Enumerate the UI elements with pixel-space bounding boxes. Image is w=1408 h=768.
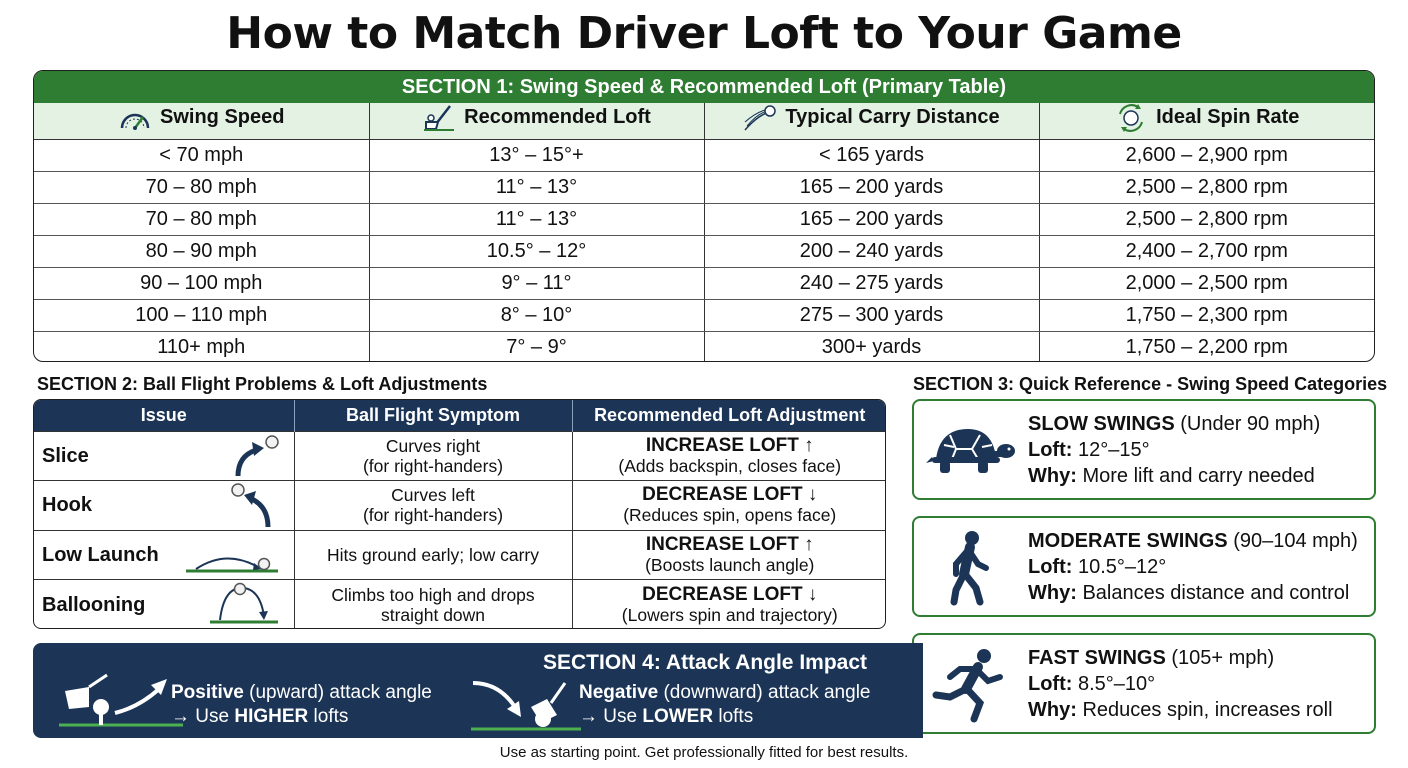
cell-carry: 165 – 200 yards — [704, 203, 1039, 235]
positive-attack-angle-icon — [59, 673, 183, 731]
section1-title: SECTION 1: Swing Speed & Recommended Loft (Primary Table) — [34, 71, 1374, 103]
cell-carry: 240 – 275 yards — [704, 267, 1039, 299]
slow-swings-card — [912, 399, 1376, 500]
table-row — [34, 299, 1374, 331]
adjustment-cell: INCREASE LOFT ↑ (Adds backspin, closes face) — [572, 431, 886, 481]
positive-attack-angle-text: Positive (upward) attack angle → Use HIGHER lofts — [171, 682, 432, 727]
table-row — [34, 267, 1374, 299]
section2-panel — [33, 399, 886, 629]
ballooning-icon — [206, 582, 282, 628]
walking-person-icon — [926, 530, 1016, 606]
section2-title: SECTION 2: Ball Flight Problems & Loft Adjustments — [37, 374, 488, 394]
swing-speed-table — [34, 103, 1374, 362]
table-row — [34, 431, 886, 481]
cell-loft: 13° – 15°+ — [369, 139, 704, 171]
cell-loft: 10.5° – 12° — [369, 235, 704, 267]
cell-loft: 11° – 13° — [369, 203, 704, 235]
footer-note: Use as starting point. Get professionally fitted for best results. — [499, 744, 909, 761]
symptom-cell: Curves right (for right-handers) — [294, 431, 572, 481]
cell-swing-speed: < 70 mph — [34, 139, 369, 171]
cell-loft: 8° – 10° — [369, 299, 704, 331]
table-row — [34, 171, 1374, 203]
turtle-icon — [926, 413, 1016, 489]
cell-swing-speed: 90 – 100 mph — [34, 267, 369, 299]
table-row — [34, 530, 886, 580]
cell-carry: 300+ yards — [704, 331, 1039, 362]
cell-loft: 11° – 13° — [369, 171, 704, 203]
cell-swing-speed: 80 – 90 mph — [34, 235, 369, 267]
cell-carry: 200 – 240 yards — [704, 235, 1039, 267]
cell-spin: 2,000 – 2,500 rpm — [1039, 267, 1374, 299]
cell-loft: 9° – 11° — [369, 267, 704, 299]
page-title: How to Match Driver Loft to Your Game — [226, 8, 1182, 59]
table-row — [34, 139, 1374, 171]
column-header-symptom: Ball Flight Symptom — [294, 400, 572, 431]
symptom-cell: Climbs too high and drops straight down — [294, 580, 572, 630]
symptom-cell: Hits ground early; low carry — [294, 530, 572, 580]
cell-spin: 2,600 – 2,900 rpm — [1039, 139, 1374, 171]
cell-spin: 2,500 – 2,800 rpm — [1039, 171, 1374, 203]
cell-swing-speed: 70 – 80 mph — [34, 171, 369, 203]
column-header-issue: Issue — [34, 400, 294, 431]
symptom-cell: Curves left (for right-handers) — [294, 481, 572, 531]
table-row — [34, 481, 886, 531]
issue-cell: Hook — [34, 481, 294, 531]
fast-swings-text: FAST SWINGS (105+ mph) Loft: 8.5°–10° Why: Reduces spin, increases roll — [1028, 647, 1333, 721]
cell-spin: 1,750 – 2,200 rpm — [1125, 335, 1288, 358]
low-launch-icon — [182, 533, 282, 579]
section4-panel — [33, 643, 923, 738]
negative-attack-angle-icon — [471, 677, 581, 735]
adjustment-cell: INCREASE LOFT ↑ (Boosts launch angle) — [572, 530, 886, 580]
golf-club-icon — [422, 104, 456, 132]
column-header-spin-rate: Ideal Spin Rate — [1039, 103, 1374, 139]
cell-carry: < 165 yards — [704, 139, 1039, 171]
speedometer-icon — [118, 104, 152, 132]
issue-cell: Slice — [34, 431, 294, 481]
cell-spin: 1,750 – 2,300 rpm — [1039, 299, 1374, 331]
table-row — [34, 235, 1374, 267]
cell-swing-speed: 70 – 80 mph — [34, 203, 369, 235]
cell-carry: 275 – 300 yards — [704, 299, 1039, 331]
slice-curve-icon — [226, 434, 286, 480]
section3-title: SECTION 3: Quick Reference - Swing Speed Categories — [913, 374, 1388, 394]
ball-flight-table — [34, 400, 886, 629]
spin-icon — [1114, 104, 1148, 132]
column-header-swing-speed: Swing Speed — [34, 103, 369, 139]
issue-cell: Ballooning — [34, 580, 294, 630]
cell-spin: 2,400 – 2,700 rpm — [1039, 235, 1374, 267]
issue-cell: Low Launch — [34, 530, 294, 580]
table-row — [34, 203, 1374, 235]
column-header-adjustment: Recommended Loft Adjustment — [572, 400, 886, 431]
column-header-recommended-loft: Recommended Loft — [369, 103, 704, 139]
fast-swings-card — [912, 633, 1376, 734]
cell-carry: 165 – 200 yards — [704, 171, 1039, 203]
table-row — [34, 580, 886, 630]
slow-swings-text: SLOW SWINGS (Under 90 mph) Loft: 12°–15° Why: More lift and carry needed — [1028, 413, 1321, 487]
adjustment-cell: DECREASE LOFT ↓ (Reduces spin, opens face) — [572, 481, 886, 531]
section4-title: SECTION 4: Attack Angle Impact — [543, 651, 868, 674]
running-person-icon — [926, 647, 1016, 723]
cell-spin: 2,500 – 2,800 rpm — [1039, 203, 1374, 235]
section1-panel — [33, 70, 1375, 362]
cell-swing-speed: 100 – 110 mph — [34, 299, 369, 331]
golf-ball-flight-icon — [743, 104, 777, 132]
column-header-carry-distance: Typical Carry Distance — [704, 103, 1039, 139]
moderate-swings-card — [912, 516, 1376, 617]
hook-curve-icon — [226, 483, 286, 529]
negative-attack-angle-text: Negative (downward) attack angle → Use LOWER lofts — [579, 682, 871, 727]
moderate-swings-text: MODERATE SWINGS (90–104 mph) Loft: 10.5°–12° Why: Balances distance and control — [1028, 530, 1358, 604]
table-row — [34, 331, 1374, 362]
adjustment-cell: DECREASE LOFT ↓ (Lowers spin and trajectory) — [572, 580, 886, 630]
cell-swing-speed: 110+ mph — [34, 331, 369, 362]
cell-loft: 7° – 9° — [369, 331, 704, 362]
